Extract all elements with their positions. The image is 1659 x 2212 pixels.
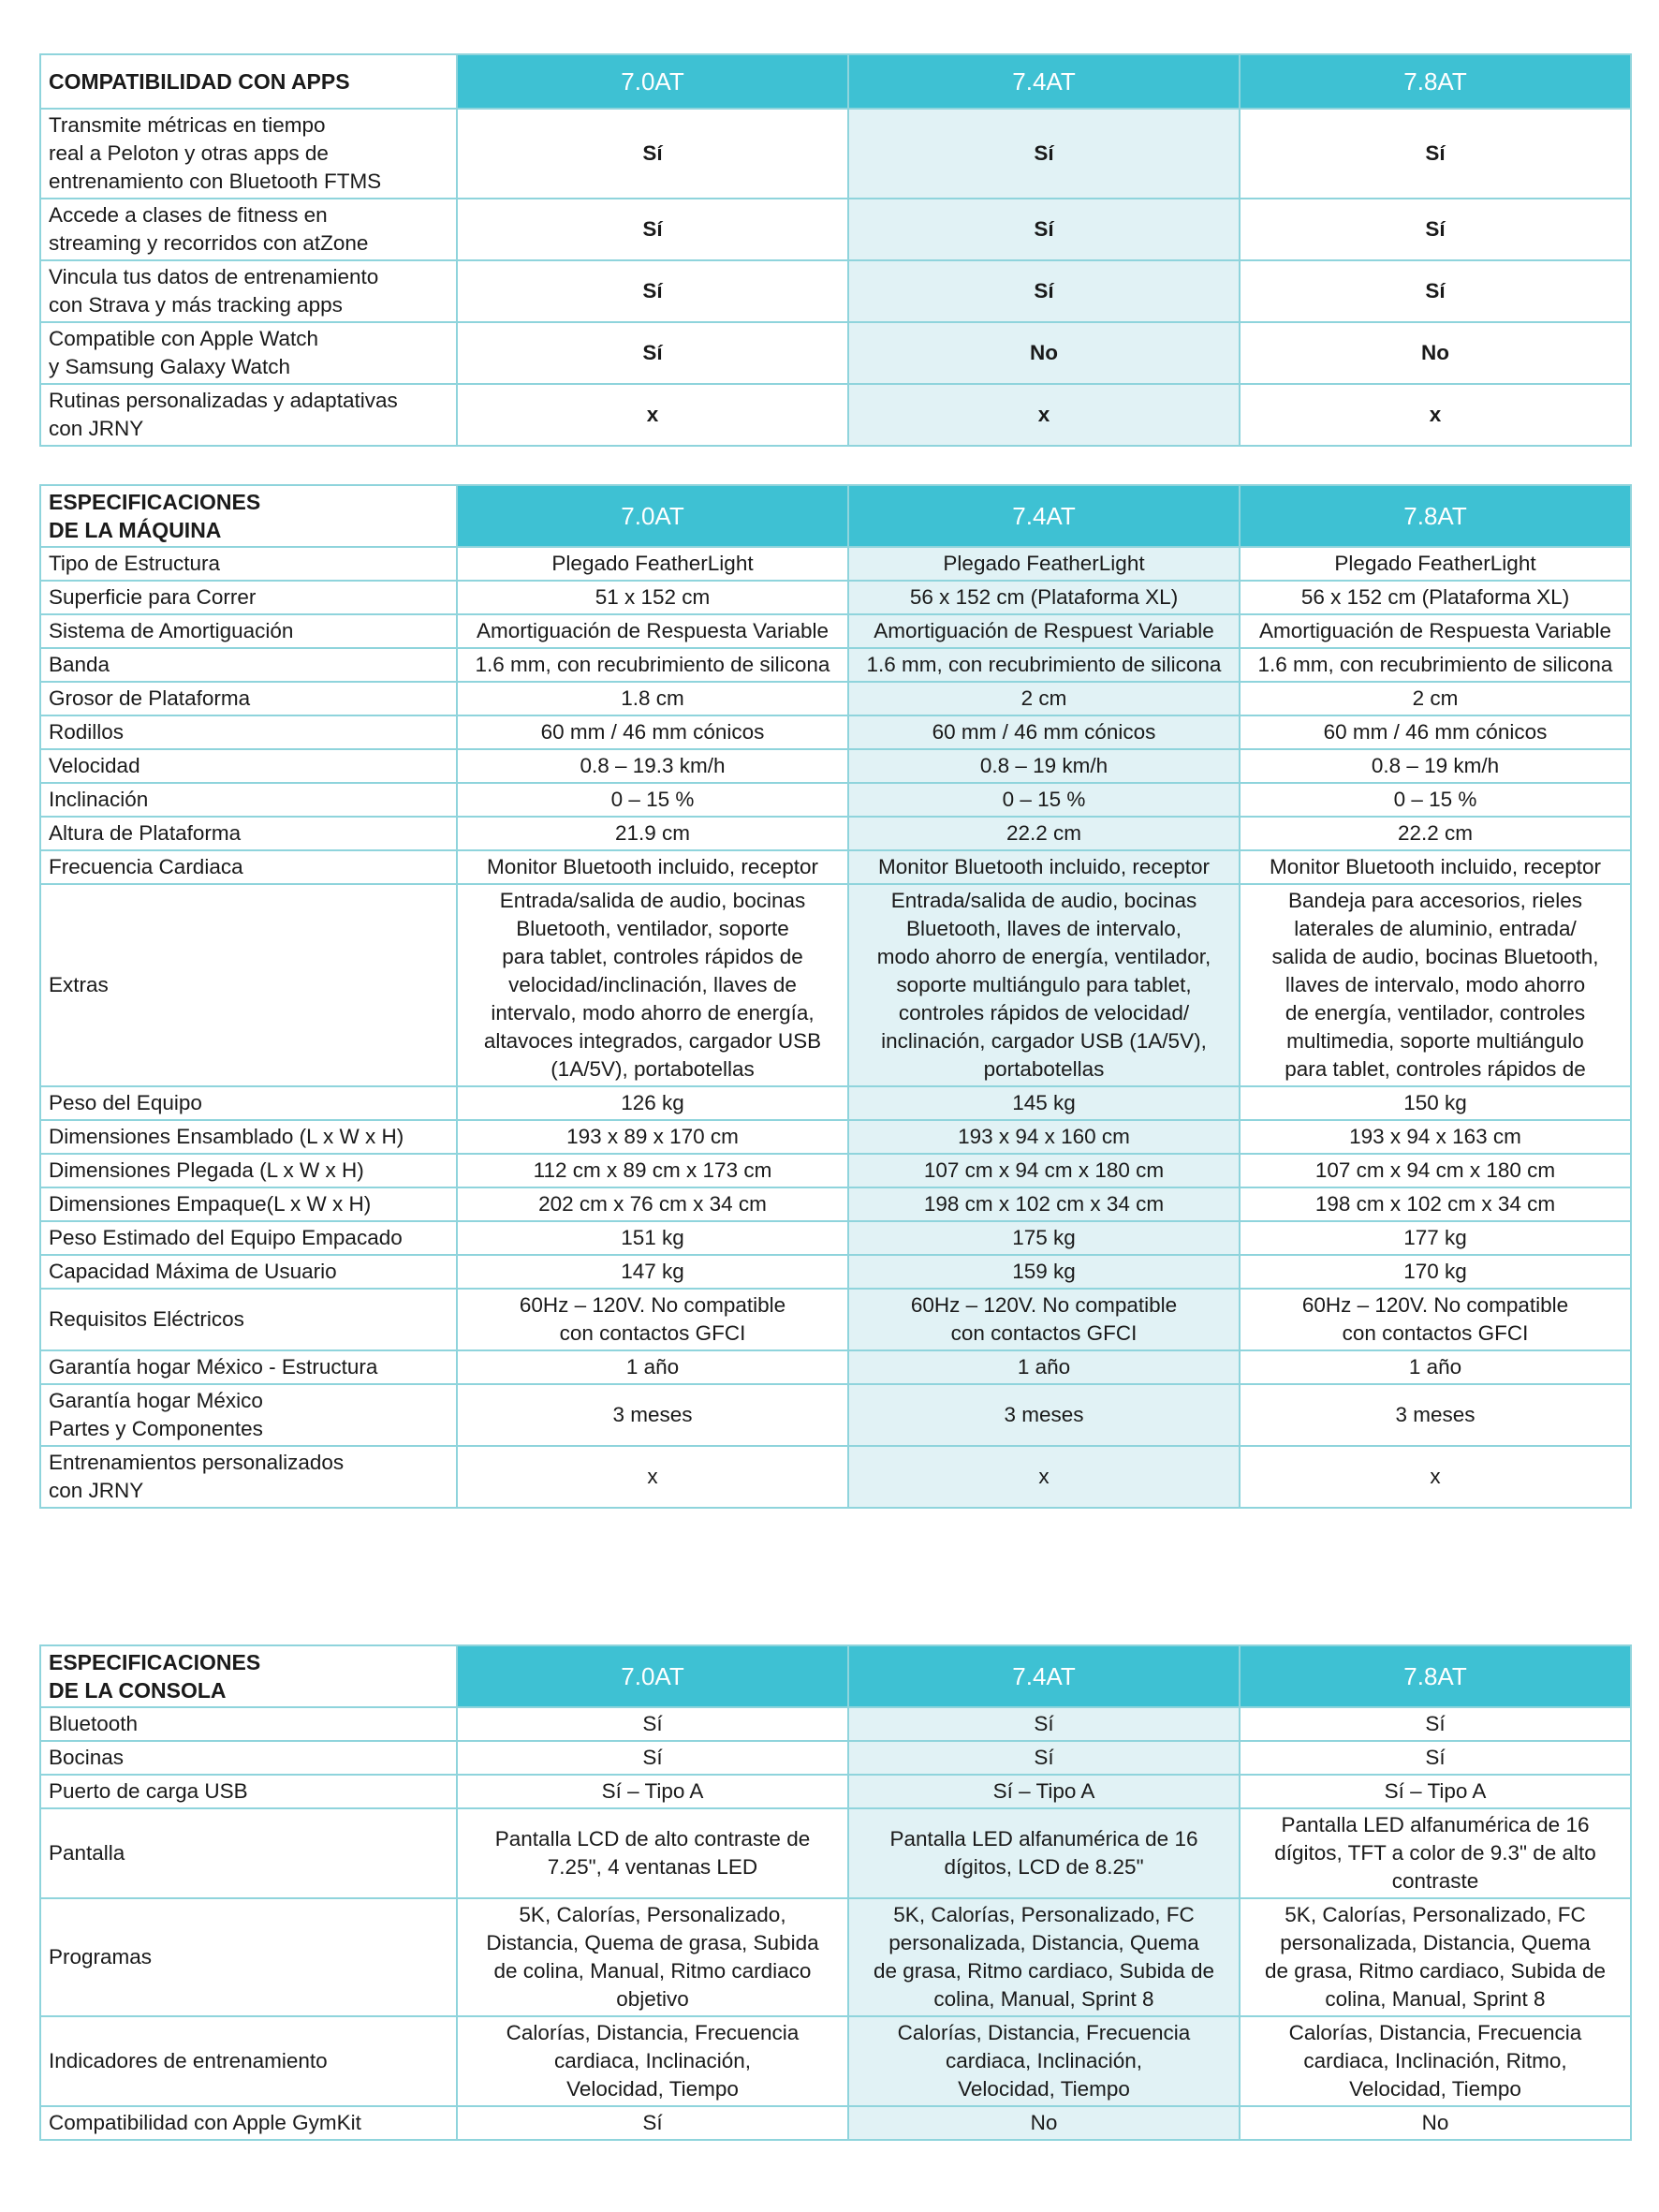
spec-value: 202 cm x 76 cm x 34 cm [457,1187,848,1221]
table-row [40,1775,1631,1808]
row-label: Grosor de Plataforma [40,682,457,715]
table-row [40,1086,1631,1120]
spec-value: 150 kg [1240,1086,1631,1120]
spec-value: 56 x 152 cm (Plataforma XL) [1240,581,1631,614]
spec-value: 0 – 15 % [1240,783,1631,817]
spec-value: Plegado FeatherLight [848,547,1240,581]
spec-value: Sí [457,1741,848,1775]
spec-value: Sí [848,260,1240,322]
spec-value: 0.8 – 19 km/h [1240,749,1631,783]
spec-value: 198 cm x 102 cm x 34 cm [1240,1187,1631,1221]
spec-value: Sí – Tipo A [1240,1775,1631,1808]
spec-value: 107 cm x 94 cm x 180 cm [848,1154,1240,1187]
table-row [40,614,1631,648]
spec-value: 193 x 89 x 170 cm [457,1120,848,1154]
row-label: Entrenamientos personalizados con JRNY [40,1446,457,1508]
spec-value: 151 kg [457,1221,848,1255]
spec-value: 3 meses [1240,1384,1631,1446]
spec-value: x [457,1446,848,1508]
table-row [40,1221,1631,1255]
spec-value: Pantalla LED alfanumérica de 16 dígitos, LCD de 8.25" [848,1808,1240,1898]
model-header: 7.4AT [848,1645,1240,1707]
table-row [40,682,1631,715]
spec-value: 126 kg [457,1086,848,1120]
apps-compatibility-table [39,53,1632,447]
row-label: Dimensiones Plegada (L x W x H) [40,1154,457,1187]
spec-value: Calorías, Distancia, Frecuencia cardiaca, Inclinación, Ritmo, Velocidad, Tiempo [1240,2016,1631,2106]
model-header: 7.8AT [1240,485,1631,547]
table-row [40,1446,1631,1508]
spec-value: 193 x 94 x 160 cm [848,1120,1240,1154]
spec-value: Pantalla LED alfanumérica de 16 dígitos, TFT a color de 9.3" de alto contraste [1240,1808,1631,1898]
table-row [40,109,1631,199]
spec-value: Sí [1240,109,1631,199]
spec-value: Sí [848,1741,1240,1775]
spec-value: Plegado FeatherLight [1240,547,1631,581]
table-row [40,2016,1631,2106]
spec-value: 107 cm x 94 cm x 180 cm [1240,1154,1631,1187]
spec-value: Amortiguación de Respuesta Variable [1240,614,1631,648]
spec-value: x [457,384,848,446]
row-label: Rodillos [40,715,457,749]
spec-value: Sí [848,109,1240,199]
spec-value: 0.8 – 19.3 km/h [457,749,848,783]
table-row [40,1255,1631,1289]
table-row [40,2106,1631,2140]
spec-value: 193 x 94 x 163 cm [1240,1120,1631,1154]
table-row [40,547,1631,581]
spec-value: No [848,2106,1240,2140]
spec-value: No [848,322,1240,384]
spec-value: 60Hz – 120V. No compatible con contactos GFCI [457,1289,848,1350]
spec-value: x [848,384,1240,446]
spec-value: No [1240,2106,1631,2140]
model-header: 7.4AT [848,54,1240,109]
spec-value: x [1240,1446,1631,1508]
spec-value: Sí [1240,1741,1631,1775]
spec-value: x [848,1446,1240,1508]
spec-value: 1.6 mm, con recubrimiento de silicona [848,648,1240,682]
spec-value: 0.8 – 19 km/h [848,749,1240,783]
spec-value: Plegado FeatherLight [457,547,848,581]
spec-value: Monitor Bluetooth incluido, receptor [1240,850,1631,884]
row-label: Requisitos Eléctricos [40,1289,457,1350]
section-title: ESPECIFICACIONES DE LA MÁQUINA [40,485,457,547]
spec-value: Sí [457,1707,848,1741]
spec-value: 0 – 15 % [848,783,1240,817]
row-label: Banda [40,648,457,682]
spec-value: 3 meses [457,1384,848,1446]
row-label: Superficie para Correr [40,581,457,614]
row-label: Inclinación [40,783,457,817]
spec-value: 21.9 cm [457,817,848,850]
row-label: Bluetooth [40,1707,457,1741]
table-header-row [40,1645,1631,1707]
machine-specs-table [39,484,1632,1509]
model-header: 7.8AT [1240,1645,1631,1707]
spec-value: 177 kg [1240,1221,1631,1255]
row-label: Transmite métricas en tiempo real a Peloton y otras apps de entrenamiento con Bluetooth FTMS [40,109,457,199]
table-row [40,1741,1631,1775]
row-label: Puerto de carga USB [40,1775,457,1808]
row-label: Bocinas [40,1741,457,1775]
table-row [40,1808,1631,1898]
table-row [40,322,1631,384]
spec-value: 5K, Calorías, Personalizado, FC personalizada, Distancia, Quema de grasa, Ritmo cardiaco, Subida de colina, Manual, Sprint 8 [1240,1898,1631,2016]
spec-value: 60 mm / 46 mm cónicos [457,715,848,749]
spec-value: 175 kg [848,1221,1240,1255]
table-row [40,1120,1631,1154]
spec-value: Calorías, Distancia, Frecuencia cardiaca, Inclinación, Velocidad, Tiempo [848,2016,1240,2106]
table-row [40,1898,1631,2016]
spec-value: Amortiguación de Respuest Variable [848,614,1240,648]
table-row [40,749,1631,783]
row-label: Peso del Equipo [40,1086,457,1120]
spec-value: Sí [457,2106,848,2140]
spec-value: Sí [457,109,848,199]
row-label: Pantalla [40,1808,457,1898]
spec-value: 1 año [457,1350,848,1384]
row-label: Altura de Plataforma [40,817,457,850]
spec-value: Sí [1240,199,1631,260]
spec-value: 5K, Calorías, Personalizado, FC personalizada, Distancia, Quema de grasa, Ritmo cardiaco, Subida de colina, Manual, Sprint 8 [848,1898,1240,2016]
table-row [40,1154,1631,1187]
spec-value: 112 cm x 89 cm x 173 cm [457,1154,848,1187]
row-label: Sistema de Amortiguación [40,614,457,648]
spec-value: Sí [457,199,848,260]
section-title: ESPECIFICACIONES DE LA CONSOLA [40,1645,457,1707]
table-row [40,581,1631,614]
spec-value: Sí [848,1707,1240,1741]
spec-value: 1.6 mm, con recubrimiento de silicona [457,648,848,682]
table-row [40,1384,1631,1446]
row-label: Rutinas personalizadas y adaptativas con JRNY [40,384,457,446]
spec-value: 3 meses [848,1384,1240,1446]
row-label: Programas [40,1898,457,2016]
spec-value: Sí [848,199,1240,260]
model-header: 7.0AT [457,54,848,109]
spec-value: 1 año [848,1350,1240,1384]
spec-value: 1 año [1240,1350,1631,1384]
spec-value: 56 x 152 cm (Plataforma XL) [848,581,1240,614]
table-row [40,1289,1631,1350]
spec-value: 60Hz – 120V. No compatible con contactos GFCI [1240,1289,1631,1350]
table-header-row [40,54,1631,109]
row-label: Capacidad Máxima de Usuario [40,1255,457,1289]
row-label: Velocidad [40,749,457,783]
spec-value: Calorías, Distancia, Frecuencia cardiaca, Inclinación, Velocidad, Tiempo [457,2016,848,2106]
spec-value: 2 cm [1240,682,1631,715]
spec-value: 60 mm / 46 mm cónicos [848,715,1240,749]
spec-value: No [1240,322,1631,384]
spec-value: 60Hz – 120V. No compatible con contactos GFCI [848,1289,1240,1350]
table-row [40,199,1631,260]
spec-value: 159 kg [848,1255,1240,1289]
spec-value: x [1240,384,1631,446]
table-row [40,1350,1631,1384]
row-label: Vincula tus datos de entrenamiento con Strava y más tracking apps [40,260,457,322]
spec-value: Amortiguación de Respuesta Variable [457,614,848,648]
table-row [40,850,1631,884]
spec-value: 2 cm [848,682,1240,715]
spec-value: Monitor Bluetooth incluido, receptor [457,850,848,884]
table-row [40,1187,1631,1221]
row-label: Extras [40,884,457,1086]
spec-value: Sí [1240,260,1631,322]
spec-value: Entrada/salida de audio, bocinas Bluetooth, llaves de intervalo, modo ahorro de energía, ventilador, soporte multiángulo para tablet, controles rápidos de velocidad/ inclinación, cargador USB (1A/5V), portabotellas [848,884,1240,1086]
spec-value: Sí [457,260,848,322]
spec-value: 51 x 152 cm [457,581,848,614]
spec-value: Sí – Tipo A [848,1775,1240,1808]
table-row [40,884,1631,1086]
row-label: Garantía hogar México Partes y Componentes [40,1384,457,1446]
spec-value: 22.2 cm [1240,817,1631,850]
table-header-row [40,485,1631,547]
table-row [40,260,1631,322]
model-header: 7.0AT [457,1645,848,1707]
model-header: 7.0AT [457,485,848,547]
section-title: COMPATIBILIDAD CON APPS [40,54,457,109]
table-row [40,715,1631,749]
row-label: Dimensiones Ensamblado (L x W x H) [40,1120,457,1154]
row-label: Accede a clases de fitness en streaming y recorridos con atZone [40,199,457,260]
spec-value: 147 kg [457,1255,848,1289]
table-row [40,817,1631,850]
spec-value: Sí [1240,1707,1631,1741]
table-row [40,783,1631,817]
table-row [40,648,1631,682]
row-label: Compatibilidad con Apple GymKit [40,2106,457,2140]
spec-value: 5K, Calorías, Personalizado, Distancia, Quema de grasa, Subida de colina, Manual, Ritmo cardiaco objetivo [457,1898,848,2016]
spec-value: Entrada/salida de audio, bocinas Bluetooth, ventilador, soporte para tablet, controles rápidos de velocidad/inclinación, llaves de intervalo, modo ahorro de energía, altavoces integrados, cargador USB (1A/5V), portabotellas [457,884,848,1086]
spec-value: Monitor Bluetooth incluido, receptor [848,850,1240,884]
row-label: Peso Estimado del Equipo Empacado [40,1221,457,1255]
spec-value: 22.2 cm [848,817,1240,850]
row-label: Indicadores de entrenamiento [40,2016,457,2106]
spec-value: Pantalla LCD de alto contraste de 7.25", 4 ventanas LED [457,1808,848,1898]
spec-value: 60 mm / 46 mm cónicos [1240,715,1631,749]
console-specs-table [39,1644,1632,2141]
row-label: Frecuencia Cardiaca [40,850,457,884]
row-label: Compatible con Apple Watch y Samsung Galaxy Watch [40,322,457,384]
spec-value: 0 – 15 % [457,783,848,817]
spec-value: 145 kg [848,1086,1240,1120]
spec-value: 198 cm x 102 cm x 34 cm [848,1187,1240,1221]
spec-value: Sí – Tipo A [457,1775,848,1808]
spec-value: 170 kg [1240,1255,1631,1289]
spec-value: 1.8 cm [457,682,848,715]
spec-value: 1.6 mm, con recubrimiento de silicona [1240,648,1631,682]
row-label: Dimensiones Empaque(L x W x H) [40,1187,457,1221]
table-row [40,384,1631,446]
model-header: 7.8AT [1240,54,1631,109]
row-label: Tipo de Estructura [40,547,457,581]
row-label: Garantía hogar México - Estructura [40,1350,457,1384]
table-row [40,1707,1631,1741]
spec-value: Bandeja para accesorios, rieles laterales de aluminio, entrada/ salida de audio, bocinas Bluetooth, llaves de intervalo, modo ahorro de energía, ventilador, controles multimedia, soporte multiángulo para tablet, controles rápidos de [1240,884,1631,1086]
spec-value: Sí [457,322,848,384]
model-header: 7.4AT [848,485,1240,547]
